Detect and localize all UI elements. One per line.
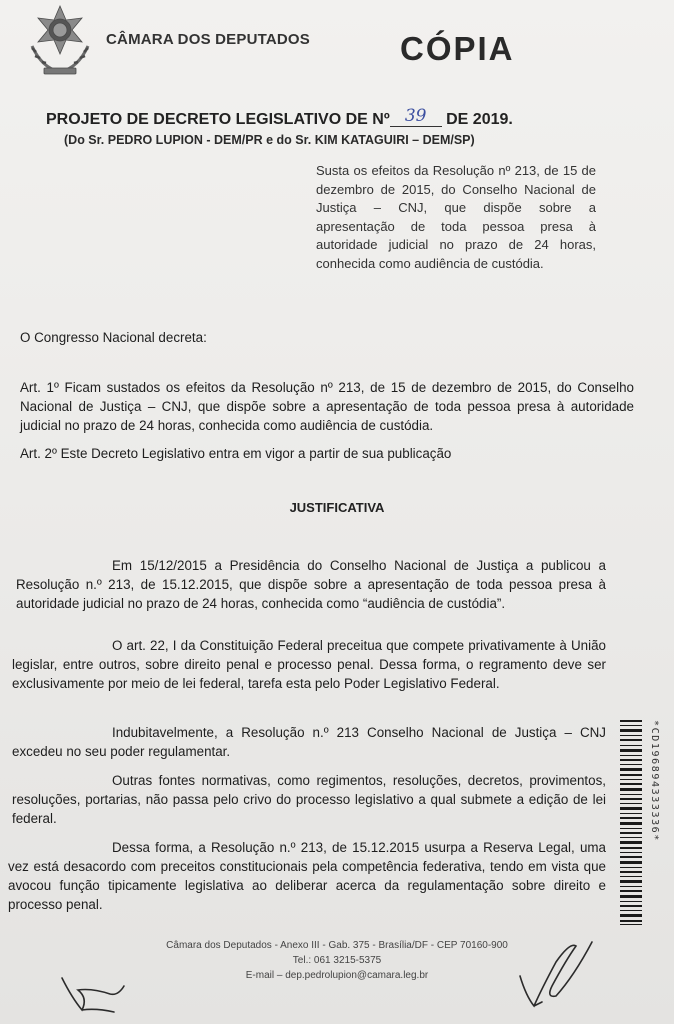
footer-phone: Tel.: 061 3215-5375 <box>292 955 382 966</box>
decree-intro: O Congresso Nacional decreta: <box>20 330 207 345</box>
coat-of-arms-seal <box>22 2 98 80</box>
chamber-name: CÂMARA DOS DEPUTADOS <box>106 31 311 48</box>
justification-paragraph: Dessa forma, a Resolução n.º 213, de 15.12.2015 usurpa a Reserva Legal, uma vez está desacordo com preceitos constitucionais pela competência federativa, tendo em vista que avocou função tipicamente legislativa ao deliberar acerca da regulamentação sobre direito e processo penal. <box>8 840 606 912</box>
bill-summary: Susta os efeitos da Resolução nº 213, de 15 de dezembro de 2015, do Conselho Nacional de Justiça – CNJ, que dispõe sobre a apresentação de toda pessoa presa à autoridade judicial no prazo de 24 horas, conhecida como audiência de custódia. <box>316 163 596 271</box>
footer-email: E-mail – dep.pedrolupion@camara.leg.br <box>245 970 429 981</box>
article-2: Art. 2º Este Decreto Legislativo entra em vigor a partir de sua publicação <box>20 446 452 461</box>
justification-paragraph: Indubitavelmente, a Resolução n.º 213 Conselho Nacional de Justiça – CNJ excedeu no seu poder regulamentar. <box>12 725 606 759</box>
justification-heading: JUSTIFICATIVA <box>289 500 385 515</box>
signature-left <box>52 968 132 1018</box>
bill-title-suffix: DE 2019. <box>446 111 513 128</box>
signature-right <box>512 936 602 1012</box>
copy-stamp: CÓPIA <box>400 30 515 67</box>
footer-address: Câmara dos Deputados - Anexo III - Gab. 375 - Brasília/DF - CEP 70160-900 <box>166 940 508 951</box>
barcode-number: *CD196894333336* <box>649 720 660 842</box>
bill-title-prefix: PROJETO DE DECRETO LEGISLATIVO DE Nº <box>46 111 390 128</box>
justification-paragraph: Outras fontes normativas, como regimentos, resoluções, decretos, provimentos, resoluções, portarias, não passa pelo crivo do processo legislativo a qual submete a edição de lei federal. <box>12 773 606 826</box>
barcode <box>620 718 642 928</box>
article-1: Art. 1º Ficam sustados os efeitos da Resolução nº 213, de 15 de dezembro de 2015, do Conselho Nacional de Justiça – CNJ, que dispõe sobre a apresentação de toda pessoa presa à autoridade judicial no prazo de 24 horas, conhecida como audiência de custódia. <box>20 380 634 433</box>
bill-number: 39 <box>390 106 442 127</box>
bill-authors: (Do Sr. PEDRO LUPION - DEM/PR e do Sr. KIM KATAGUIRI – DEM/SP) <box>64 133 475 147</box>
justification-paragraph: O art. 22, I da Constituição Federal preceitua que compete privativamente à União legislar, entre outros, sobre direito penal e processo penal. Dessa forma, o regramento deve ser exclusivamente por meio de lei federal, tarefa esta pelo Poder Legislativo Federal. <box>12 638 606 691</box>
bill-title <box>46 106 513 130</box>
justification-paragraph: Em 15/12/2015 a Presidência do Conselho Nacional de Justiça a publicou a Resolução n.º 213, de 15.12.2015, que dispõe sobre a apresentação de toda pessoa presa à autoridade judicial no prazo de 24 horas, conhecida como “audiência de custódia”. <box>16 558 606 611</box>
